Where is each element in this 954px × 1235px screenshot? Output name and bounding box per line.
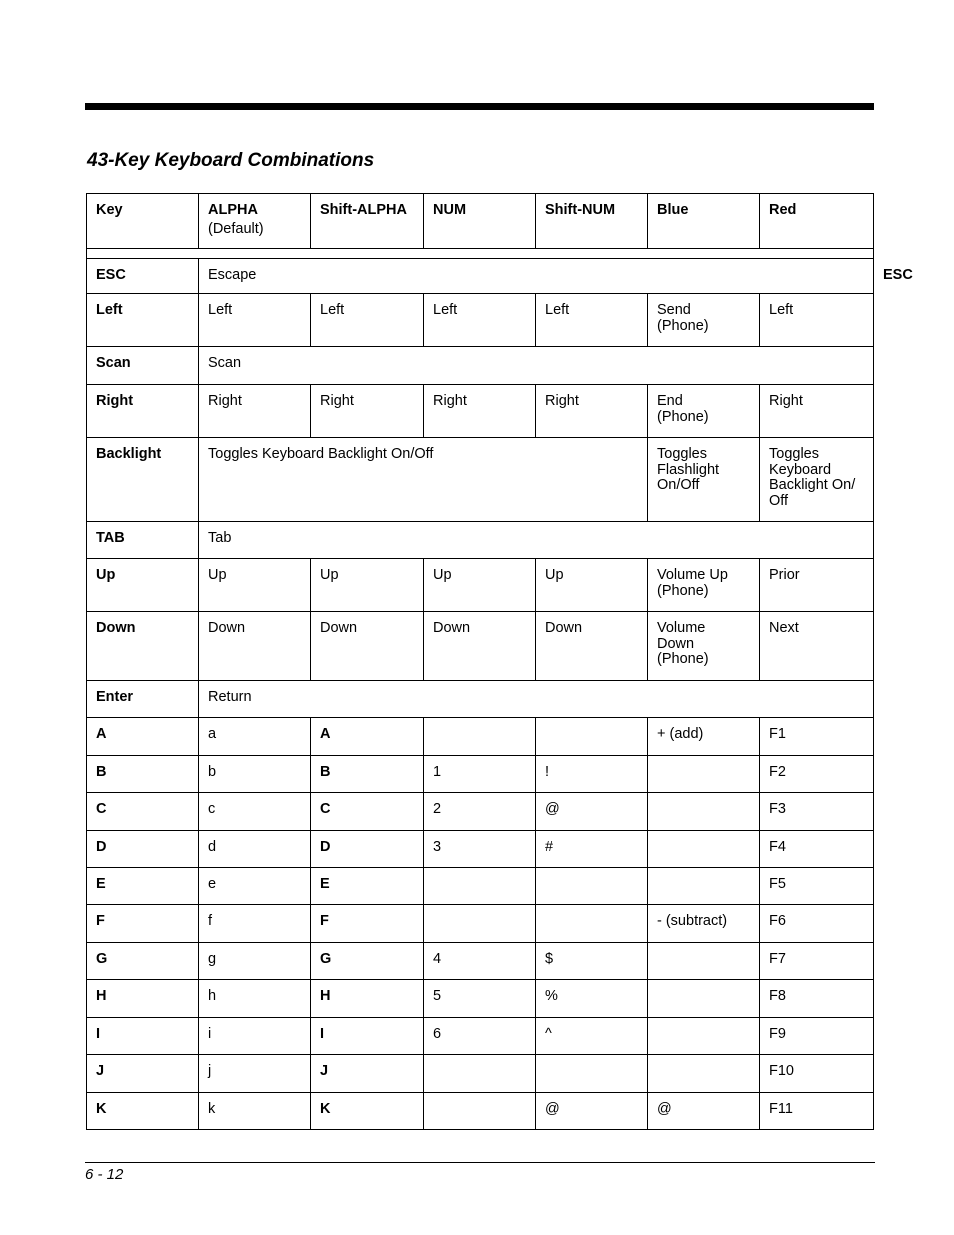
shift-num-cell: $ <box>536 943 648 980</box>
key-cell: J <box>87 1055 199 1093</box>
blue-cell: End (Phone) <box>648 385 760 438</box>
table-row <box>87 868 874 905</box>
header-separator <box>87 249 874 259</box>
alpha-cell: f <box>199 905 311 943</box>
shift-alpha-cell: J <box>311 1055 424 1093</box>
shift-alpha-cell: K <box>311 1093 424 1130</box>
blue-cell <box>648 756 760 793</box>
alpha-cell: Down <box>199 612 311 681</box>
red-cell: Prior <box>760 559 874 612</box>
num-cell: Right <box>424 385 536 438</box>
num-cell: Left <box>424 294 536 347</box>
alpha-cell: e <box>199 868 311 905</box>
table-row <box>87 793 874 831</box>
key-cell: H <box>87 980 199 1018</box>
red-cell: Toggles Keyboard Backlight On/ Off <box>760 438 874 522</box>
num-cell: Down <box>424 612 536 681</box>
num-cell: 5 <box>424 980 536 1018</box>
blue-cell: @ <box>648 1093 760 1130</box>
key-cell: TAB <box>87 522 199 559</box>
top-rule <box>85 103 874 110</box>
header-shift-alpha: Shift-ALPHA <box>311 194 424 249</box>
table-row <box>87 718 874 756</box>
shift-num-cell: Up <box>536 559 648 612</box>
alpha-cell: Up <box>199 559 311 612</box>
header-alpha: ALPHA (Default) <box>199 194 311 249</box>
shift-alpha-cell: C <box>311 793 424 831</box>
shift-num-cell: # <box>536 831 648 868</box>
num-cell: 2 <box>424 793 536 831</box>
num-cell: 3 <box>424 831 536 868</box>
section-title: 43-Key Keyboard Combinations <box>87 150 375 171</box>
blue-cell <box>648 943 760 980</box>
key-cell: D <box>87 831 199 868</box>
table-row <box>87 943 874 980</box>
shift-num-cell: @ <box>536 1093 648 1130</box>
num-cell <box>424 718 536 756</box>
red-cell: F9 <box>760 1018 874 1055</box>
red-cell: F8 <box>760 980 874 1018</box>
table-row <box>87 385 874 438</box>
red-cell: Right <box>760 385 874 438</box>
shift-num-cell <box>536 905 648 943</box>
shift-alpha-cell: Left <box>311 294 424 347</box>
span-cell: Escape <box>199 259 874 294</box>
table-row <box>87 1055 874 1093</box>
key-cell: Down <box>87 612 199 681</box>
key-cell: Backlight <box>87 438 199 522</box>
header-shift-num: Shift-NUM <box>536 194 648 249</box>
num-cell: 4 <box>424 943 536 980</box>
blue-cell <box>648 868 760 905</box>
table-row <box>87 905 874 943</box>
key-cell: I <box>87 1018 199 1055</box>
red-cell: F10 <box>760 1055 874 1093</box>
alpha-cell: Right <box>199 385 311 438</box>
num-cell <box>424 868 536 905</box>
key-cell: E <box>87 868 199 905</box>
red-cell: F11 <box>760 1093 874 1130</box>
alpha-cell: k <box>199 1093 311 1130</box>
shift-num-cell: @ <box>536 793 648 831</box>
table-row <box>87 522 874 559</box>
span-cell: Return <box>199 681 874 718</box>
shift-alpha-cell: B <box>311 756 424 793</box>
red-cell: Next <box>760 612 874 681</box>
key-cell: Enter <box>87 681 199 718</box>
red-cell: Left <box>760 294 874 347</box>
blue-cell <box>648 831 760 868</box>
blue-cell: + (add) <box>648 718 760 756</box>
blue-cell: Toggles Flashlight On/Off <box>648 438 760 522</box>
shift-num-cell: Right <box>536 385 648 438</box>
key-cell: G <box>87 943 199 980</box>
shift-num-cell <box>536 1055 648 1093</box>
span-cell: Tab <box>199 522 874 559</box>
key-cell: K <box>87 1093 199 1130</box>
blue-cell: Volume Down (Phone) <box>648 612 760 681</box>
shift-alpha-cell: I <box>311 1018 424 1055</box>
blue-cell: - (subtract) <box>648 905 760 943</box>
shift-num-cell <box>536 718 648 756</box>
table-row <box>87 1018 874 1055</box>
header-key: Key <box>87 194 199 249</box>
table-row <box>87 347 874 385</box>
shift-num-cell: Down <box>536 612 648 681</box>
key-cell: Up <box>87 559 199 612</box>
span-cell: Scan <box>199 347 874 385</box>
table-row <box>87 980 874 1018</box>
table-row <box>87 1093 874 1130</box>
num-cell: 1 <box>424 756 536 793</box>
red-cell: F6 <box>760 905 874 943</box>
table-row <box>87 612 874 681</box>
red-cell: F2 <box>760 756 874 793</box>
alpha-cell: a <box>199 718 311 756</box>
table-row: ESC Escape ESC <box>87 259 874 294</box>
shift-num-cell <box>536 868 648 905</box>
blue-cell: Volume Up (Phone) <box>648 559 760 612</box>
blue-cell <box>648 793 760 831</box>
shift-alpha-cell: A <box>311 718 424 756</box>
key-cell: ESC <box>87 259 199 294</box>
key-cell: A <box>87 718 199 756</box>
table-row <box>87 681 874 718</box>
num-cell <box>424 1093 536 1130</box>
table-row <box>87 756 874 793</box>
alpha-cell: j <box>199 1055 311 1093</box>
red-cell: F4 <box>760 831 874 868</box>
span-cell: Toggles Keyboard Backlight On/Off <box>199 438 648 522</box>
red-cell: F5 <box>760 868 874 905</box>
header-num: NUM <box>424 194 536 249</box>
num-cell <box>424 905 536 943</box>
num-cell: Up <box>424 559 536 612</box>
shift-alpha-cell: H <box>311 980 424 1018</box>
shift-alpha-cell: Up <box>311 559 424 612</box>
blue-cell: Send (Phone) <box>648 294 760 347</box>
page-number: 6 - 12 <box>85 1166 124 1183</box>
alpha-cell: b <box>199 756 311 793</box>
alpha-cell: d <box>199 831 311 868</box>
footer-rule <box>85 1162 875 1163</box>
alpha-cell: g <box>199 943 311 980</box>
table-row <box>87 438 874 522</box>
key-cell: Left <box>87 294 199 347</box>
shift-alpha-cell: E <box>311 868 424 905</box>
header-red: Red <box>760 194 874 249</box>
key-cell: Scan <box>87 347 199 385</box>
table-row <box>87 831 874 868</box>
header-blue: Blue <box>648 194 760 249</box>
keyboard-combinations-table <box>86 193 913 1130</box>
alpha-cell: Left <box>199 294 311 347</box>
num-cell <box>424 1055 536 1093</box>
shift-alpha-cell: D <box>311 831 424 868</box>
red-cell: F3 <box>760 793 874 831</box>
shift-alpha-cell: Right <box>311 385 424 438</box>
red-cell: F1 <box>760 718 874 756</box>
blue-cell <box>648 1018 760 1055</box>
shift-alpha-cell: G <box>311 943 424 980</box>
key-cell: C <box>87 793 199 831</box>
alpha-cell: i <box>199 1018 311 1055</box>
shift-num-cell: ^ <box>536 1018 648 1055</box>
num-cell: 6 <box>424 1018 536 1055</box>
key-cell: Right <box>87 385 199 438</box>
shift-num-cell: % <box>536 980 648 1018</box>
header-alpha-sub: (Default) <box>208 220 264 237</box>
table-row <box>87 294 874 347</box>
key-cell: B <box>87 756 199 793</box>
table-header-row <box>87 194 874 249</box>
key-cell: F <box>87 905 199 943</box>
alpha-cell: c <box>199 793 311 831</box>
alpha-cell: h <box>199 980 311 1018</box>
shift-alpha-cell: F <box>311 905 424 943</box>
blue-cell <box>648 1055 760 1093</box>
shift-alpha-cell: Down <box>311 612 424 681</box>
shift-num-cell: Left <box>536 294 648 347</box>
table-row <box>87 559 874 612</box>
shift-num-cell: ! <box>536 756 648 793</box>
blue-cell <box>648 980 760 1018</box>
red-cell: F7 <box>760 943 874 980</box>
